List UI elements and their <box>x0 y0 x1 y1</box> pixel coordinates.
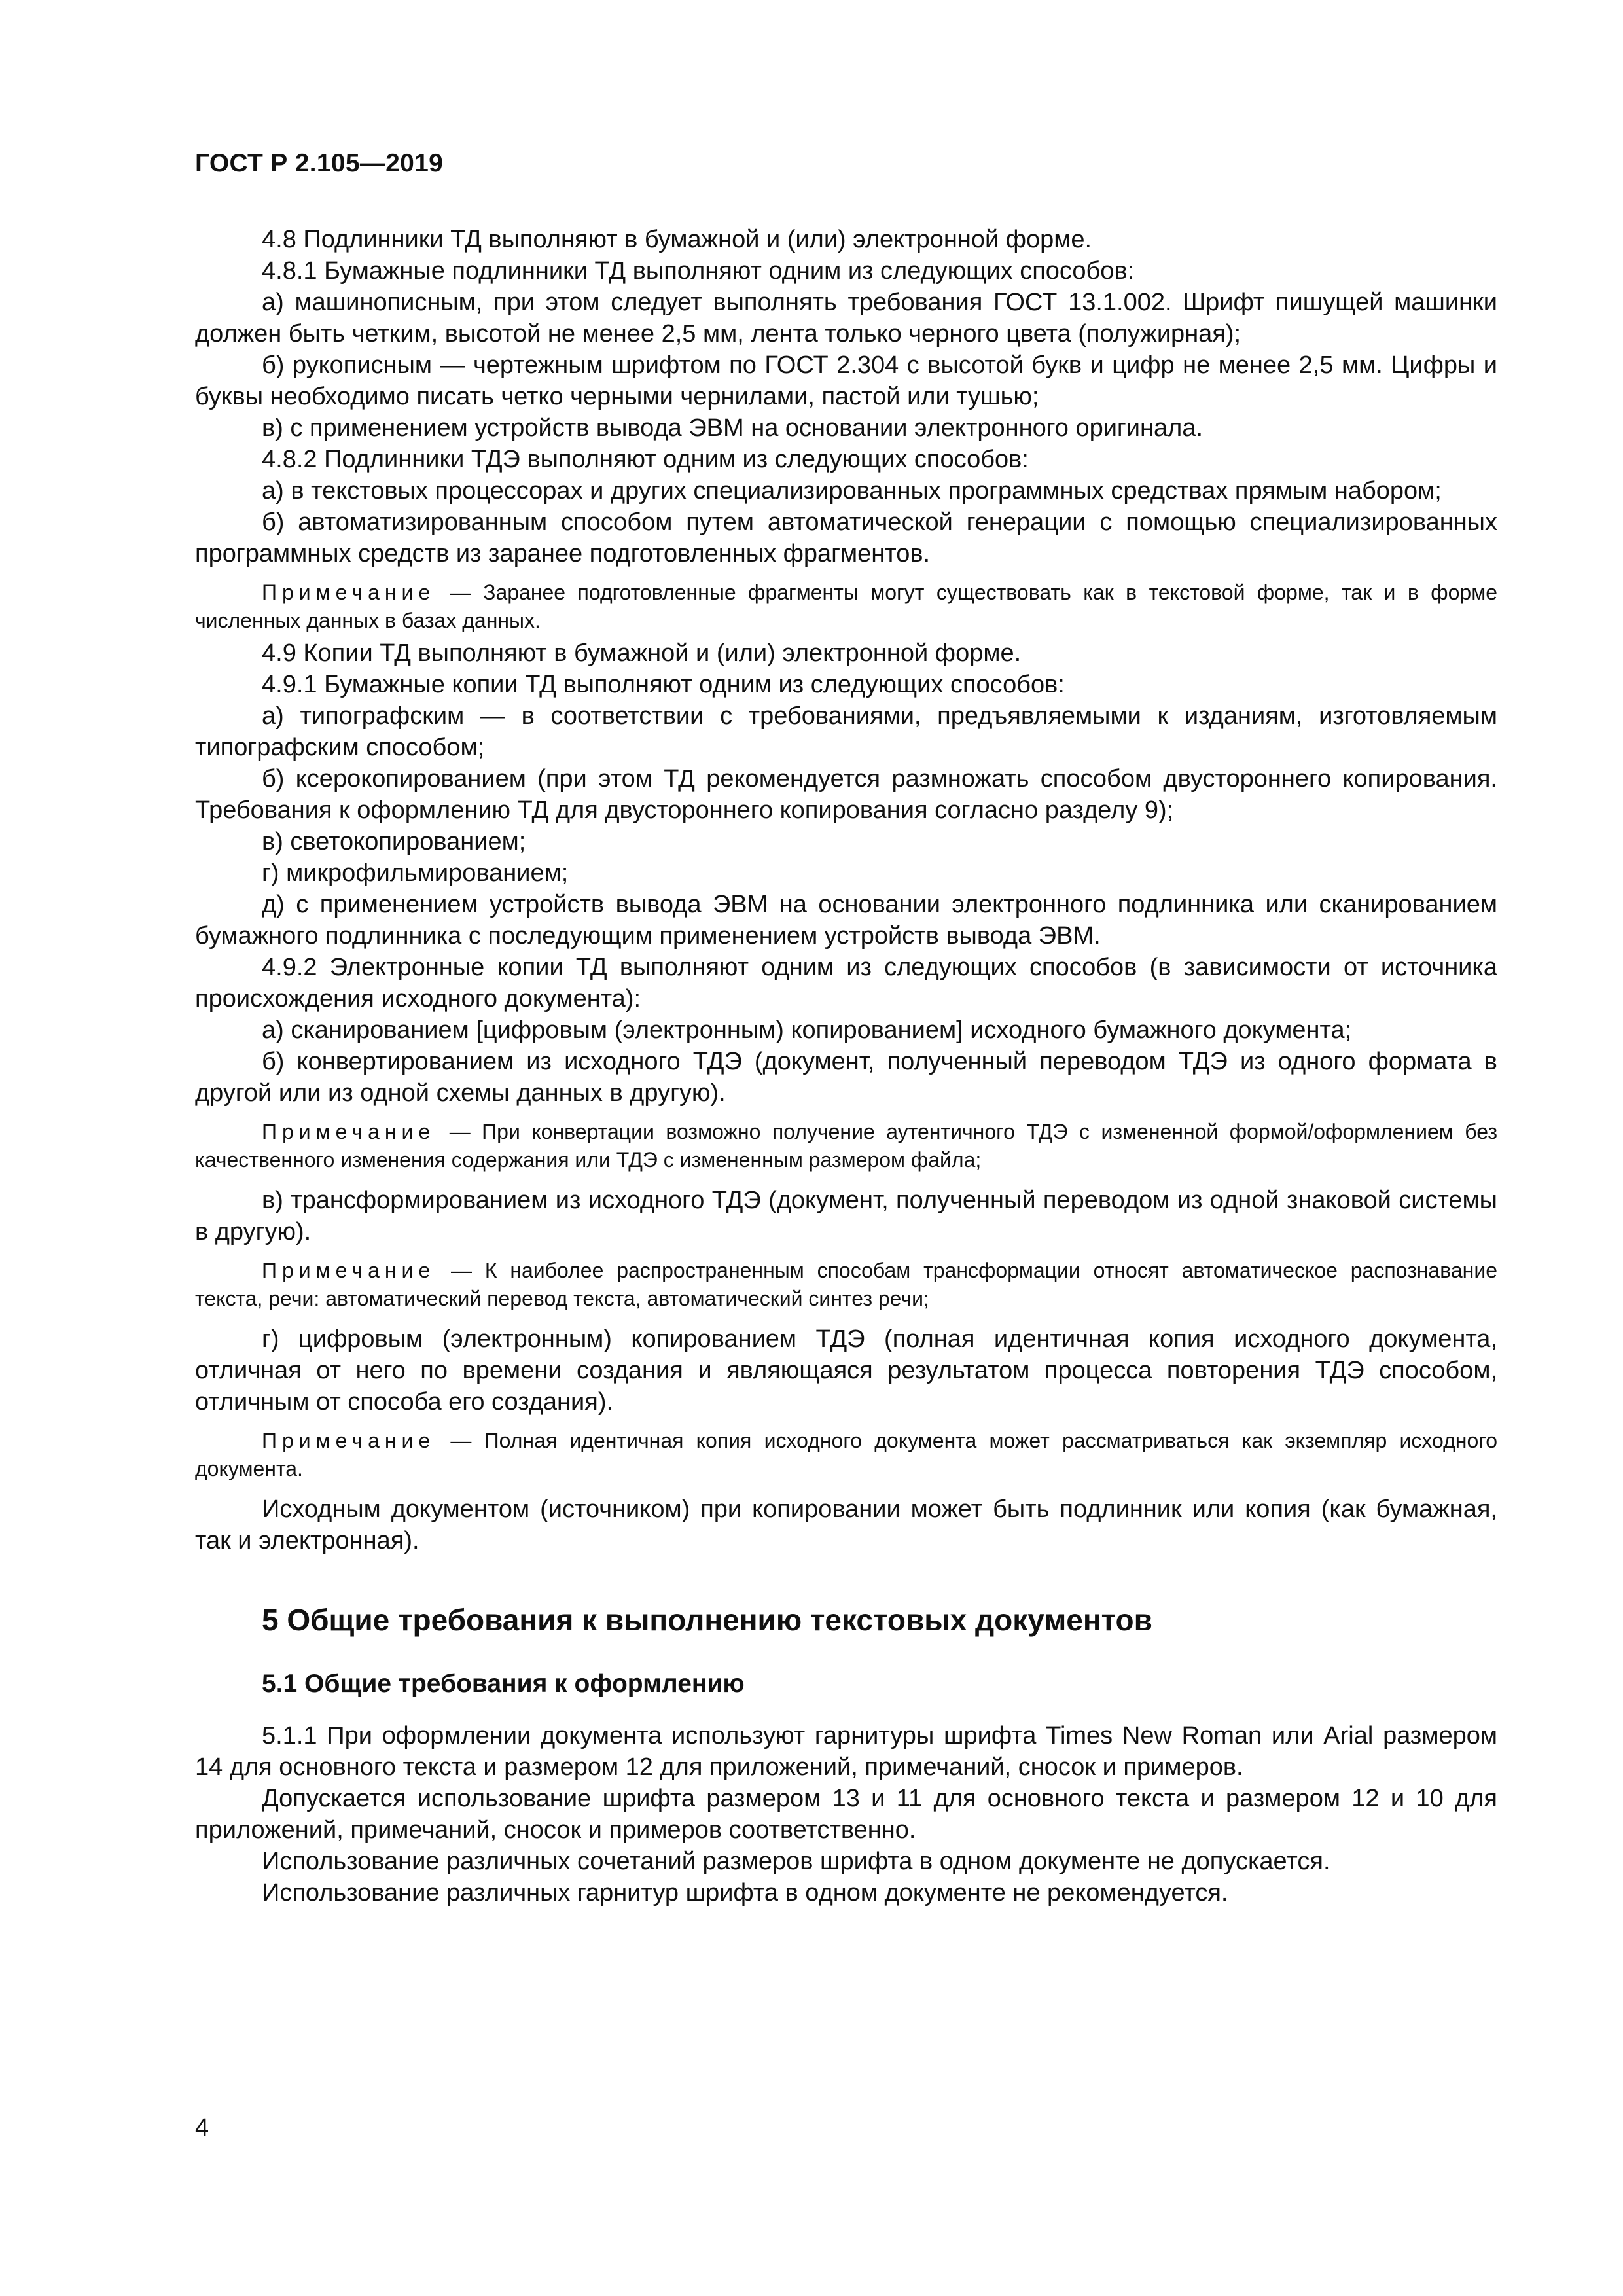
paragraph: в) светокопированием; <box>262 828 526 855</box>
note <box>195 1427 1497 1483</box>
note <box>195 579 1497 635</box>
document-body <box>195 224 1497 1909</box>
paragraph: 4.9.2 Электронные копии ТД выполняют одним из следующих способов (в зависимости от источника происхождения исходного документа): <box>195 954 1497 1013</box>
paragraph: б) рукописным — чертежным шрифтом по ГОСТ 2.304 с высотой букв и цифр не менее 2,5 мм. Цифры и буквы необходимо писать четко черными чернилами, пастой или тушью; <box>195 351 1497 410</box>
note-text: — Полная идентичная копия исходного документа может рассматриваться как экземпляр исходного документа. <box>195 1429 1497 1480</box>
paragraph: б) ксерокопированием (при этом ТД рекомендуется размножать способом двустороннего копирования. Требования к оформлению ТД для двустороннего копирования согласно разделу 9); <box>195 765 1497 824</box>
paragraph: 4.8.2 Подлинники ТДЭ выполняют одним из следующих способов: <box>262 446 1029 473</box>
paragraph: 4.9.1 Бумажные копии ТД выполняют одним из следующих способов: <box>262 671 1065 698</box>
note-label: Примечание <box>262 581 436 604</box>
note-label: Примечание <box>262 1429 436 1452</box>
paragraph: в) с применением устройств вывода ЭВМ на основании электронного оригинала. <box>262 414 1204 442</box>
note-label: Примечание <box>262 1120 436 1143</box>
paragraph: 4.8.1 Бумажные подлинники ТД выполняют одним из следующих способов: <box>262 257 1135 285</box>
paragraph: а) типографским — в соответствии с требованиями, предъявляемыми к изданиям, изготовляемым типографским способом; <box>195 702 1497 761</box>
note-text: — Заранее подготовленные фрагменты могут существовать как в текстовой форме, так и в форме численных данных в базах данных. <box>195 581 1497 632</box>
paragraph: в) трансформированием из исходного ТДЭ (документ, полученный переводом из одной знаковой системы в другую). <box>195 1187 1497 1246</box>
page-number: 4 <box>195 2114 209 2142</box>
paragraph: г) цифровым (электронным) копированием ТДЭ (полная идентичная копия исходного документа, отличная от него по времени создания и являющаяся результатом процесса повторения ТДЭ способом, отличным от способа его создания). <box>195 1325 1497 1416</box>
paragraph: 5.1.1 При оформлении документа используют гарнитуры шрифта Times New Roman или Arial размером 14 для основного текста и размером 12 для приложений, примечаний, сносок и примеров. <box>195 1722 1497 1781</box>
paragraph: а) сканированием [цифровым (электронным) копированием] исходного бумажного документа; <box>262 1016 1352 1044</box>
paragraph: а) машинописным, при этом следует выполнять требования ГОСТ 13.1.002. Шрифт пишущей машинки должен быть четким, высотой не менее 2,5 мм, лента только черного цвета (полужирная); <box>195 289 1497 348</box>
note <box>195 1257 1497 1313</box>
paragraph: б) автоматизированным способом путем автоматической генерации с помощью специализированных программных средств из заранее подготовленных фрагментов. <box>195 509 1497 567</box>
note-text: — К наиболее распространенным способам трансформации относят автоматическое распознавание текста, речи: автоматический перевод текста, автоматический синтез речи; <box>195 1259 1497 1310</box>
paragraph: г) микрофильмированием; <box>262 859 569 887</box>
paragraph: а) в текстовых процессорах и других специализированных программных средствах прямым набором; <box>262 477 1442 505</box>
subsection-title: 5.1 Общие требования к оформлению <box>262 1670 745 1698</box>
document-header: ГОСТ Р 2.105—2019 <box>195 149 444 177</box>
section-title: 5 Общие требования к выполнению текстовых документов <box>262 1603 1152 1637</box>
paragraph: Допускается использование шрифта размером 13 и 11 для основного текста и размером 12 и 10 для приложений, примечаний, сносок и примеров соответственно. <box>195 1785 1497 1844</box>
note-text: — При конвертации возможно получение аутентичного ТДЭ с измененной формой/оформлением без качественного изменения содержания или ТДЭ с измененным размером файла; <box>195 1120 1497 1172</box>
paragraph: д) с применением устройств вывода ЭВМ на основании электронного подлинника или сканированием бумажного подлинника с последующим применением устройств вывода ЭВМ. <box>195 891 1497 950</box>
note <box>195 1118 1497 1174</box>
note-label: Примечание <box>262 1259 436 1282</box>
paragraph: Использование различных гарнитур шрифта в одном документе не рекомендуется. <box>262 1879 1228 1907</box>
paragraph: б) конвертированием из исходного ТДЭ (документ, полученный переводом ТДЭ из одного формата в другой или из одной схемы данных в другую). <box>195 1048 1497 1107</box>
paragraph: 4.9 Копии ТД выполняют в бумажной и (или) электронной форме. <box>262 639 1022 667</box>
paragraph: Исходным документом (источником) при копировании может быть подлинник или копия (как бумажная, так и электронная). <box>195 1496 1497 1554</box>
paragraph: 4.8 Подлинники ТД выполняют в бумажной и (или) электронной форме. <box>262 226 1092 253</box>
paragraph: Использование различных сочетаний размеров шрифта в одном документе не допускается. <box>262 1848 1330 1875</box>
